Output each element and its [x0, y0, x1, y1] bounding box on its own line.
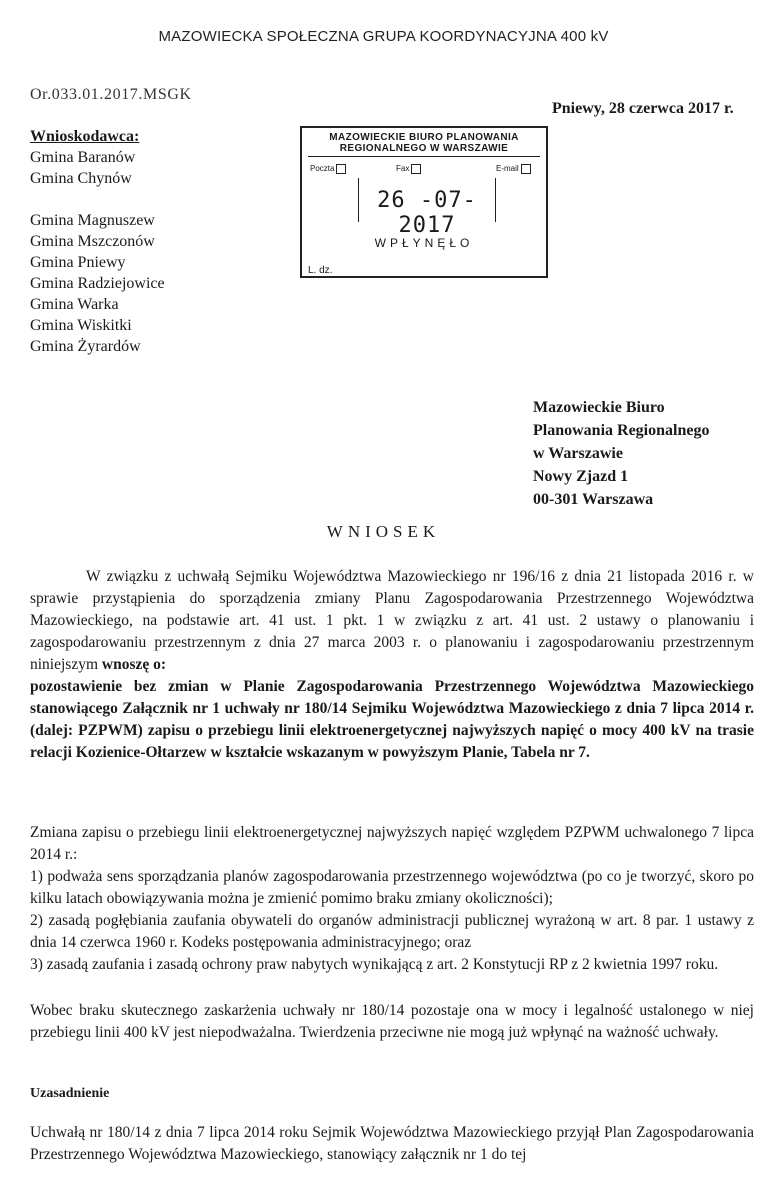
- addressee-line: w Warszawie: [533, 445, 623, 462]
- applicants-label: Wnioskodawca:: [30, 128, 140, 145]
- paragraph-justification: Uchwałą nr 180/14 z dnia 7 lipca 2014 roku Sejmik Województwa Mazowieckiego przyjął Plan Zagospodarowania Przestrzennego Województwa Mazowieckiego, stanowiący załącznik nr 1 do tej: [30, 1124, 754, 1163]
- request-intro: W związku z uchwałą Sejmiku Województwa Mazowieckiego nr 196/16 z dnia 21 listopada 2016 r. w sprawie przystąpienia do sporządzenia zmiany Planu Zagospodarowania Przestrzennego Województwa Mazowieckiego, na podstawie art. 41 ust. 1 pkt. 1 w związku z art. 41 ust. 2 ustawy o planowaniu i zagospodarowaniu przestrzennym z dnia 27 marca 2003 r. o planowaniu i zagospodarowaniu przestrzennym niniejszym: [30, 568, 754, 673]
- document-title: WNIOSEK: [326, 522, 441, 541]
- section-heading: Uzasadnienie: [30, 1086, 110, 1101]
- applicant-item: Gmina Warka: [30, 296, 119, 313]
- applicant-item: Gmina Mszczonów: [30, 233, 155, 250]
- stamp-fax: Fax: [396, 164, 421, 174]
- addressee-line: Planowania Regionalnego: [533, 422, 710, 439]
- request-lead: wnoszę o:: [101, 656, 167, 673]
- paragraph-reasons: [30, 822, 754, 976]
- stamp-registry-number: L. dz.: [308, 266, 540, 277]
- reason-item: 3) zasadą zaufania i zasadą ochrony praw nabytych wynikającą z art. 2 Konstytucji RP z 2 kwietnia 1997 roku.: [30, 956, 719, 973]
- stamp-date: 26 -07- 2017: [377, 188, 477, 238]
- addressee-block: [533, 396, 709, 511]
- applicant-item: Gmina Wiskitki: [30, 317, 132, 334]
- addressee-line: Nowy Zjazd 1: [533, 468, 629, 485]
- reason-item: 2) zasadą pogłębiania zaufania obywateli do organów administracji publicznej wyrażoną w art. 8 par. 1 ustawy z dnia 14 czerwca 1960 r. Kodeks postępowania administracyjnego; oraz: [30, 912, 754, 951]
- stamp-org-line: MAZOWIECKIE BIURO PLANOWANIA: [329, 132, 519, 143]
- stamp-received-label: WPŁYNĘŁO: [374, 236, 474, 250]
- reference-number: Or.033.01.2017.MSGK: [30, 86, 192, 103]
- stamp-org-line: REGIONALNEGO W WARSZAWIE: [339, 143, 509, 154]
- stamp-email: E-mail: [496, 164, 531, 174]
- place-and-date: Pniewy, 28 czerwca 2017 r.: [552, 100, 734, 117]
- applicant-item: Gmina Magnuszew: [30, 212, 155, 229]
- reason-item: 1) podważa sens sporządzania planów zagospodarowania przestrzennego województwa (po co je tworzyć, skoro po kilku latach obowiązywania można je zmienić pomimo braku zmiany okoliczności);: [30, 868, 754, 907]
- addressee-line: Mazowieckie Biuro: [533, 399, 665, 416]
- checkbox-icon: [411, 164, 421, 174]
- checkbox-icon: [521, 164, 531, 174]
- received-stamp: [300, 126, 548, 278]
- applicant-item: Gmina Żyrardów: [30, 338, 141, 355]
- applicant-item: Gmina Baranów: [30, 149, 136, 166]
- paragraph-request: [30, 566, 754, 764]
- checkbox-icon: [336, 164, 346, 174]
- paragraph-validity: Wobec braku skutecznego zaskarżenia uchwały nr 180/14 pozostaje ona w mocy i legalność ustalonego w niej przebiegu linii 400 kV jest niepodważalna. Twierdzenia przeciwne nie mogą już wpłynąć na ważność uchwały.: [30, 1002, 754, 1041]
- applicant-item: Gmina Pniewy: [30, 254, 126, 271]
- letterhead-title: MAZOWIECKA SPOŁECZNA GRUPA KOORDYNACYJNA 400 kV: [158, 28, 609, 45]
- applicants-block: [30, 126, 165, 357]
- addressee-line: 00-301 Warszawa: [533, 491, 654, 508]
- stamp-post: Poczta: [310, 164, 346, 174]
- applicant-item: Gmina Radziejowice: [30, 275, 165, 292]
- stamp-date-frame: [358, 178, 496, 238]
- stamp-organization: [308, 128, 540, 157]
- request-text: pozostawienie bez zmian w Planie Zagospodarowania Przestrzennego Województwa Mazowieckiego stanowiącego Załącznik nr 1 uchwały nr 180/14 Sejmiku Województwa Mazowieckiego z dnia 7 lipca 2014 r. (dalej: PZPWM) zapisu o przebiegu linii elektroenergetycznej najwyższych napięć o mocy 400 kV na trasie relacji Kozienice-Ołtarzew w kształcie wskazanym w powyższym Planie, Tabela nr 7.: [30, 678, 754, 761]
- reasons-intro: Zmiana zapisu o przebiegu linii elektroenergetycznej najwyższych napięć względem PZPWM uchwalonego 7 lipca 2014 r.:: [30, 824, 754, 863]
- applicant-item: Gmina Chynów: [30, 170, 132, 187]
